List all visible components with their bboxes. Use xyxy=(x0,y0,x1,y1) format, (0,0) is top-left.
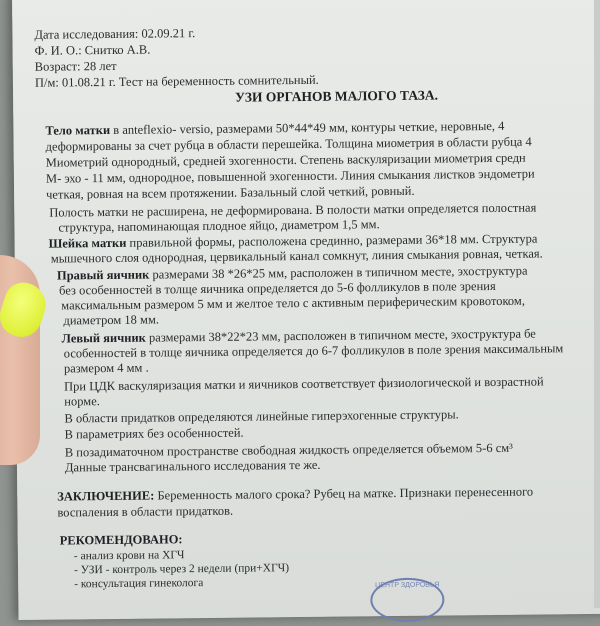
left-ovary-line-3: размером 4 мм . xyxy=(63,360,149,376)
cavity-line-1: Полость матки не расширена, не деформирована. В полости матки определяется полостная xyxy=(49,200,537,220)
left-ovary-line-2: особенностей в толще яичника определяется до 6-7 фолликулов в поле зрения максимальным xyxy=(63,341,564,361)
last-period: П/м: 01.08.21 г. Тест на беременность сомнительный. xyxy=(34,72,319,90)
right-ovary-line-4: диаметром 18 мм. xyxy=(63,312,160,328)
transvaginal-line: Данные трансвагинального исследования те же. xyxy=(64,457,321,475)
free-fluid-line: В позадиматочном пространстве свободная жидкость определяется объемом 5-6 см³ xyxy=(64,440,513,460)
document-title: УЗИ ОРГАНОВ МАЛОГО ТАЗА. xyxy=(235,87,439,105)
cervix-text-1: правильной формы, расположена срединно, размерами 36*18 мм. Структура xyxy=(126,231,538,250)
recommend-item: - консультация гинеколога xyxy=(74,577,204,591)
uterus-text-1: в anteflexio- versio, размерами 50*44*49 мм, контуры четкие, неровные, 4 xyxy=(110,118,505,137)
adnexa-line: В области придатков определяются линейные гиперэхогенные структуры. xyxy=(64,407,459,426)
conclusion-label: ЗАКЛЮЧЕНИЕ: xyxy=(57,488,155,504)
doppler-line-2: норме. xyxy=(64,394,100,409)
doppler-line-1: При ЦДК васкуляризация матки и яичников соответствует физиологической и возрастной xyxy=(64,374,544,394)
cervix-line-2: мышечного слоя однородная, цервикальный канал сомкнут, линия смыкания ровная, четкая. xyxy=(50,246,543,266)
cavity-line-2: структура, напоминающая плодное яйцо, диаметром 1,5 мм. xyxy=(58,217,380,235)
right-ovary-line-3: максимальным размером 5 мм и желтое тело с активным периферическим кровотоком, xyxy=(61,293,526,313)
conclusion-text-1: Беременность малого срока? Рубец на матке. Признаки перенесенного xyxy=(154,484,534,503)
exam-date: Дата исследования: 02.09.21 г. xyxy=(34,26,196,42)
patient-age: Возраст: 28 лет xyxy=(34,58,117,74)
paper-edge xyxy=(594,0,600,608)
uterus-line-5: четкая, ровная на всем протяжении. Базальный слой четкий, ровный. xyxy=(46,183,415,202)
patient-name: Ф. И. О.: Снитко А.В. xyxy=(34,42,151,58)
left-ovary-text-1: размерами 38*22*23 мм, расположен в типичном месте, эхоструктура бе xyxy=(145,326,536,345)
uterus-line-3: Миометрий однородный, средней эхогенности. Степень васкуляризации миометрия средн xyxy=(45,150,526,170)
uterus-line-2: деформированы за счет рубца в области перешейка. Толщина миометрия в области рубца 4 xyxy=(45,134,532,154)
recommend-item: - УЗИ - контроль через 2 недели (при+ХГЧ) xyxy=(73,562,290,577)
clinic-stamp xyxy=(370,578,444,623)
left-ovary-label: Левый яичник xyxy=(61,330,146,346)
right-ovary-label: Правый яичник xyxy=(56,267,150,283)
conclusion-line-2: воспаления в области придатков. xyxy=(57,503,234,520)
stamp-text: ЦЕНТР ЗДОРОВЬЯ xyxy=(375,581,440,590)
recommend-item: - анализ крови на ХГЧ xyxy=(73,549,185,563)
right-ovary-text-1: размерами 38 *26*25 мм, расположен в типичном месте, эхоструктура xyxy=(149,263,528,282)
document-sheet xyxy=(12,0,600,620)
recommend-label: РЕКОМЕНДОВАНО: xyxy=(59,532,183,548)
cervix-label: Шейка матки xyxy=(48,235,127,251)
parametria-line: В параметриях без особенностей. xyxy=(64,425,244,442)
uterus-label: Тело матки xyxy=(45,122,111,138)
right-ovary-line-2: без особенностей в толще яичника определяется до 5-6 фолликулов в поле зрения xyxy=(59,278,496,298)
uterus-line-4: М- эхо - 11 мм, однородное, повышенной эхогенности. Линия смыкания листков эндометри xyxy=(45,166,535,186)
conclusion-line-1 xyxy=(57,485,533,504)
